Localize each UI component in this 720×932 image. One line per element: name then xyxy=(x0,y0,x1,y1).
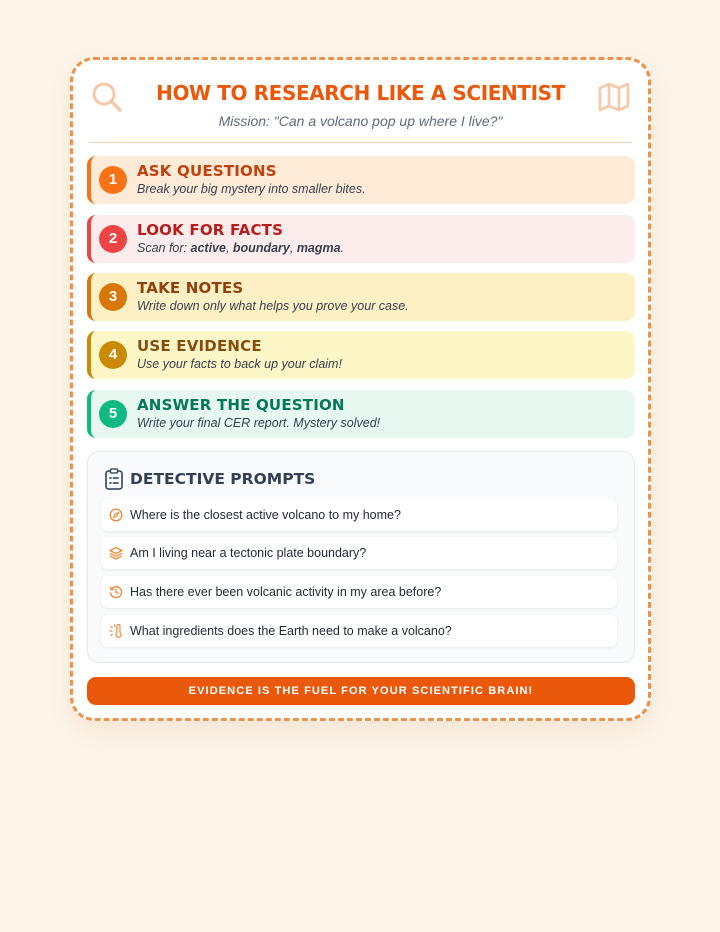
keyword-magma: magma xyxy=(296,241,341,255)
mission-subtitle: Mission: "Can a volcano pop up where I live?" xyxy=(218,113,503,129)
step-title: ASK QUESTIONS xyxy=(137,162,277,180)
desc-suffix: . xyxy=(340,241,345,255)
compass-icon xyxy=(109,508,123,522)
prompt-text: Has there ever been volcanic activity in my area before? xyxy=(130,585,442,599)
prompt-item xyxy=(101,537,617,569)
step-description xyxy=(137,240,344,256)
thermometer-icon xyxy=(109,624,123,638)
desc-separator: , xyxy=(225,241,233,255)
step-number-badge: 3 xyxy=(99,283,127,311)
step-look-for-facts xyxy=(87,215,635,263)
prompt-text: Am I living near a tectonic plate boundary? xyxy=(130,546,367,560)
step-description: Use your facts to back up your claim! xyxy=(137,357,342,371)
history-icon xyxy=(109,585,123,599)
prompt-item xyxy=(101,615,617,647)
step-ask-questions xyxy=(87,156,635,204)
research-card xyxy=(70,57,651,721)
step-number-badge: 4 xyxy=(99,341,127,369)
clipboard-icon xyxy=(104,468,124,490)
prompt-text: What ingredients does the Earth need to make a volcano? xyxy=(130,624,452,638)
step-number-badge: 1 xyxy=(99,166,127,194)
layers-icon xyxy=(109,546,123,560)
step-description: Write your final CER report. Mystery solved! xyxy=(137,416,381,430)
desc-separator: , xyxy=(289,241,297,255)
prompt-item xyxy=(101,499,617,531)
step-description: Write down only what helps you prove your case. xyxy=(137,299,409,313)
desc-prefix: Scan for: xyxy=(137,241,191,255)
detective-prompts-panel xyxy=(87,451,635,663)
step-title: TAKE NOTES xyxy=(137,279,244,297)
step-number-badge: 2 xyxy=(99,225,127,253)
step-take-notes xyxy=(87,273,635,321)
step-use-evidence xyxy=(87,331,635,379)
prompt-item xyxy=(101,576,617,608)
evidence-banner: EVIDENCE IS THE FUEL FOR YOUR SCIENTIFIC BRAIN! xyxy=(87,677,635,705)
prompt-text: Where is the closest active volcano to my home? xyxy=(130,508,401,522)
prompts-title: DETECTIVE PROMPTS xyxy=(130,470,316,488)
step-title: LOOK FOR FACTS xyxy=(137,221,284,239)
page-title: HOW TO RESEARCH LIKE A SCIENTIST xyxy=(156,81,565,105)
keyword-active: active xyxy=(190,241,226,255)
keyword-boundary: boundary xyxy=(232,241,290,255)
step-number-badge: 5 xyxy=(99,400,127,428)
step-answer-the-question xyxy=(87,390,635,438)
step-description: Break your big mystery into smaller bites. xyxy=(137,182,366,196)
divider xyxy=(89,142,632,143)
step-title: ANSWER THE QUESTION xyxy=(137,396,345,414)
step-title: USE EVIDENCE xyxy=(137,337,262,355)
